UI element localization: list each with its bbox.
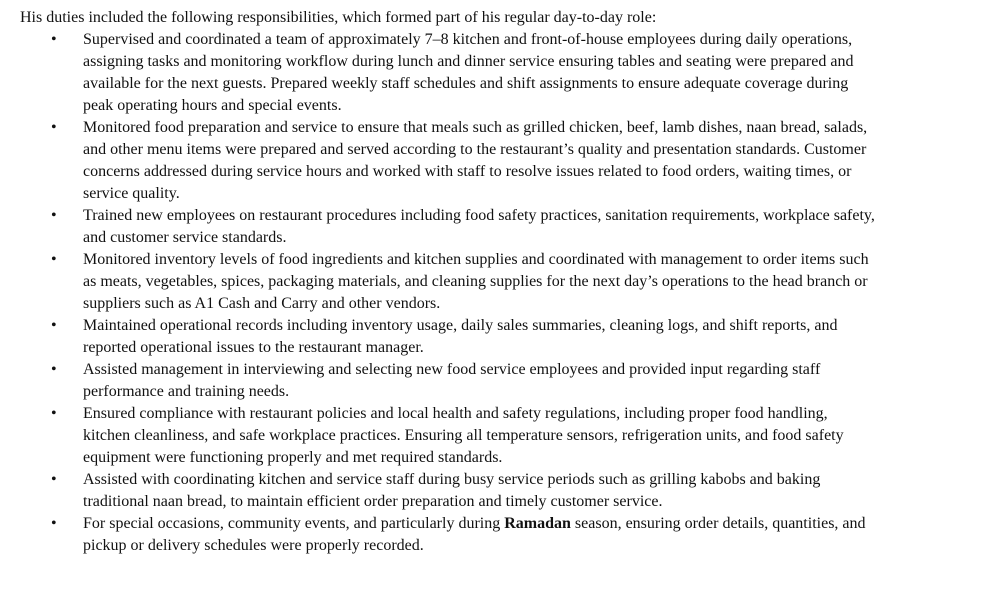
bullet-icon: • [51,119,57,136]
list-item-line: available for the next guests. Prepared weekly staff schedules and shift assignments to ensure adequate coverage during [83,75,849,92]
list-item [20,249,994,315]
list-item [20,513,994,557]
list-item-line: Monitored inventory levels of food ingredients and kitchen supplies and coordinated with management to order items such [83,251,869,268]
list-item-line: Assisted with coordinating kitchen and service staff during busy service periods such as grilling kabobs and baking [83,471,821,488]
list-item-line: suppliers such as A1 Cash and Carry and other vendors. [83,295,441,312]
list-item-line: equipment were functioning properly and met required standards. [83,449,503,466]
list-item-line: performance and training needs. [83,383,290,400]
list-item-line: Ensured compliance with restaurant policies and local health and safety regulations, including proper food handling, [83,405,828,422]
list-item [20,359,994,403]
list-item-line: assigning tasks and monitoring workflow during lunch and dinner service ensuring tables and seating were prepared and [83,53,854,70]
list-item-line: as meats, vegetables, spices, packaging materials, and cleaning supplies for the next day’s operations to the head branch or [83,273,868,290]
list-item [20,469,994,513]
list-item-line: Assisted management in interviewing and selecting new food service employees and provided input regarding staff [83,361,821,378]
list-item-line: Maintained operational records including inventory usage, daily sales summaries, cleaning logs, and shift reports, and [83,317,838,334]
list-item [20,205,994,249]
list-item [20,29,994,117]
bullet-icon: • [51,405,57,422]
intro-paragraph: His duties included the following responsibilities, which formed part of his regular day-to-day role: [20,9,657,26]
bullet-icon: • [51,251,57,268]
bold-term: Ramadan [504,515,571,532]
list-item-line: service quality. [83,185,180,202]
bullet-icon: • [51,471,57,488]
list-item-line: Supervised and coordinated a team of approximately 7–8 kitchen and front-of-house employees during daily operations, [83,31,853,48]
list-item-line: traditional naan bread, to maintain efficient order preparation and timely customer service. [83,493,663,510]
list-item-line: kitchen cleanliness, and safe workplace practices. Ensuring all temperature sensors, refrigeration units, and food safety [83,427,844,444]
text-run: For special occasions, community events, and particularly during [83,515,505,532]
list-item [20,315,994,359]
list-item [20,403,994,469]
list-item-line [83,513,994,535]
duties-list [20,29,994,557]
bullet-icon: • [51,361,57,378]
list-item-line: Trained new employees on restaurant procedures including food safety practices, sanitation requirements, workplace safety, [83,207,875,224]
text-run: season, ensuring order details, quantities, and [570,515,866,532]
list-item-line: pickup or delivery schedules were properly recorded. [83,537,424,554]
list-item-line: Monitored food preparation and service to ensure that meals such as grilled chicken, beef, lamb dishes, naan bread, salads, [83,119,868,136]
list-item-line: and customer service standards. [83,229,287,246]
list-item [20,117,994,205]
list-item-line: concerns addressed during service hours and worked with staff to resolve issues related to food orders, waiting times, or [83,163,852,180]
bullet-icon: • [51,317,57,334]
list-item-line: peak operating hours and special events. [83,97,342,114]
bullet-icon: • [51,31,57,48]
bullet-icon: • [51,515,57,532]
list-item-line: and other menu items were prepared and served according to the restaurant’s quality and presentation standards. Customer [83,141,867,158]
bullet-icon: • [51,207,57,224]
list-item-line: reported operational issues to the restaurant manager. [83,339,424,356]
